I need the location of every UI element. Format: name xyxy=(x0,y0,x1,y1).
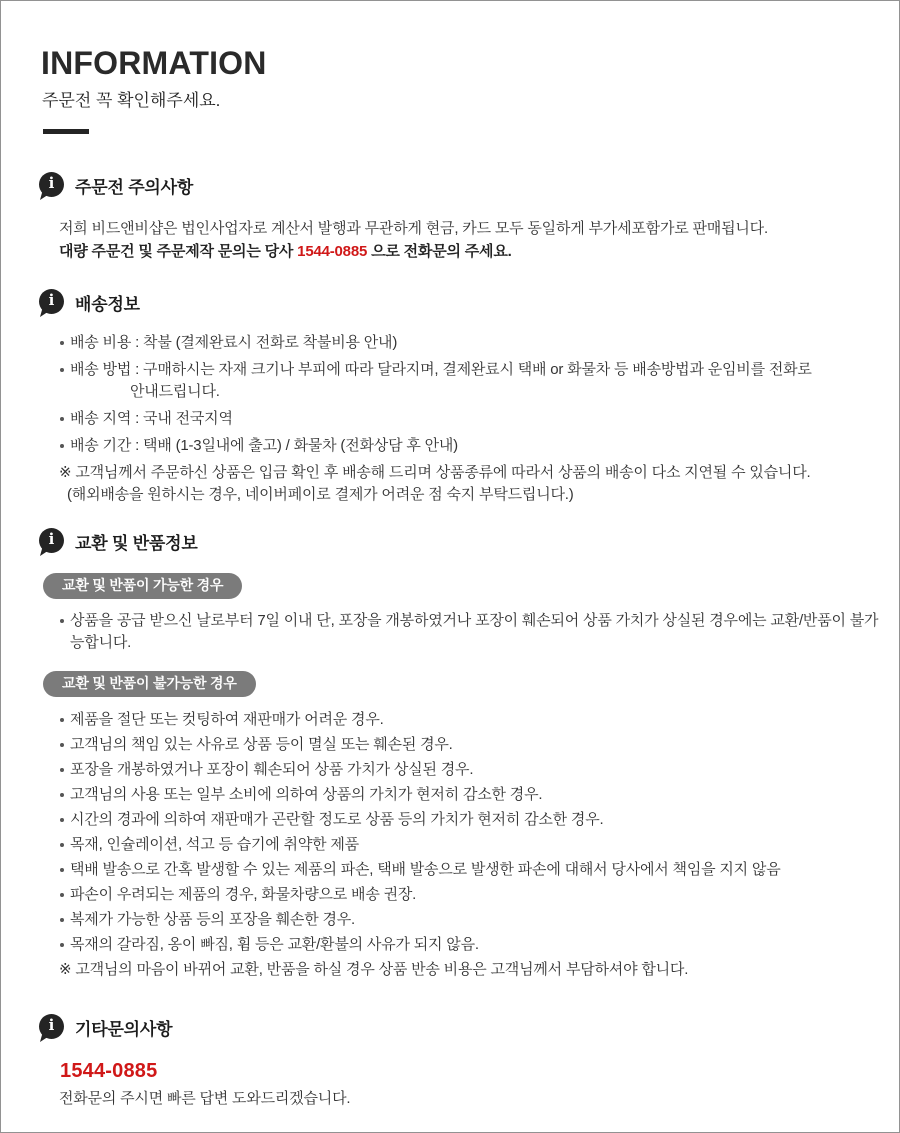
section-shipping-heading xyxy=(39,289,899,316)
exchange-impossible-item: 파손이 우려되는 제품의 경우, 화물차량으로 배송 권장. xyxy=(59,882,879,907)
exchange-impossible-item: 택배 발송으로 간혹 발생할 수 있는 제품의 파손, 택배 발송으로 발생한 파손에 대해서 당사에서 책임을 지지 않음 xyxy=(59,857,879,882)
shipping-note xyxy=(59,462,879,506)
shipping-note-line1: ※ 고객님께서 주문하신 상품은 입금 확인 후 배송해 드리며 상품종류에 따라서 상품의 배송이 다소 지연될 수 있습니다. xyxy=(59,464,811,481)
section-heading-text: 주문전 주의사항 xyxy=(75,178,194,197)
phone-number-inline: 1544-0885 xyxy=(297,243,368,260)
title-divider xyxy=(43,129,89,134)
exchange-impossible-item: 목재, 인슐레이션, 석고 등 습기에 취약한 제품 xyxy=(59,832,879,857)
precautions-text xyxy=(59,217,859,263)
info-bubble-icon: i xyxy=(39,289,65,316)
section-heading-text: 기타문의사항 xyxy=(75,1020,173,1039)
contact-phone-number: 1544-0885 xyxy=(60,1060,158,1082)
exchange-possible-list xyxy=(59,610,879,654)
exchange-impossible-item: 시간의 경과에 의하여 재판매가 곤란할 정도로 상품 등의 가치가 현저히 감소한 경우. xyxy=(59,807,879,832)
exchange-impossible-list xyxy=(59,707,879,957)
badge-exchange-impossible: 교환 및 반품이 불가능한 경우 xyxy=(43,671,256,697)
page-title: INFORMATION xyxy=(41,45,267,81)
contact-caption: 전화문의 주시면 빠른 답변 도와드리겠습니다. xyxy=(59,1090,351,1107)
shipping-bullet-list xyxy=(59,332,879,457)
shipping-list-item: 배송 기간 : 택배 (1-3일내에 출고) / 화물차 (전화상담 후 안내) xyxy=(59,435,879,457)
exchange-impossible-item: 포장을 개봉하였거나 포장이 훼손되어 상품 가치가 상실된 경우. xyxy=(59,757,879,782)
page-subtitle: 주문전 꼭 확인해주세요. xyxy=(42,91,221,110)
precautions-line2: 대량 주문건 및 주문제작 문의는 당사 1544-0885 으로 전화문의 주세요. xyxy=(59,243,512,260)
section-precautions-heading xyxy=(39,172,899,199)
exchange-impossible-item: 목재의 갈라짐, 옹이 빠짐, 휨 등은 교환/환불의 사유가 되지 않음. xyxy=(59,932,879,957)
shipping-list-item: 배송 비용 : 착불 (결제완료시 전화로 착불비용 안내) xyxy=(59,332,879,354)
info-bubble-icon: i xyxy=(39,172,65,199)
section-contact-heading xyxy=(39,1014,899,1041)
precautions-line1: 저희 비드앤비샵은 법인사업자로 계산서 발행과 무관하게 현금, 카드 모두 동일하게 부가세포함가로 판매됩니다. xyxy=(59,220,768,237)
shipping-list-item: 배송 지역 : 국내 전국지역 xyxy=(59,408,879,430)
exchange-impossible-item: 고객님의 사용 또는 일부 소비에 의하여 상품의 가치가 현저히 감소한 경우. xyxy=(59,782,879,807)
exchange-impossible-item: 복제가 가능한 상품 등의 포장을 훼손한 경우. xyxy=(59,907,879,932)
shipping-note-line2: (해외배송을 원하시는 경우, 네이버페이로 결제가 어려운 점 숙지 부탁드립니다.) xyxy=(67,486,574,503)
section-heading-text: 배송정보 xyxy=(75,295,140,314)
badge-exchange-possible: 교환 및 반품이 가능한 경우 xyxy=(43,573,242,599)
exchange-impossible-item: 고객님의 책임 있는 사유로 상품 등이 멸실 또는 훼손된 경우. xyxy=(59,732,879,757)
shipping-item-continuation: 안내드립니다. xyxy=(130,383,220,400)
exchange-impossible-item: 제품을 절단 또는 컷팅하여 재판매가 어려운 경우. xyxy=(59,707,879,732)
section-exchange-heading xyxy=(39,528,899,555)
info-bubble-icon: i xyxy=(39,1014,65,1041)
exchange-possible-item: 상품을 공급 받으신 날로부터 7일 이내 단, 포장을 개봉하였거나 포장이 훼손되어 상품 가치가 상실된 경우에는 교환/반품이 불가능합니다. xyxy=(59,610,879,654)
section-heading-text: 교환 및 반품정보 xyxy=(75,534,198,553)
info-bubble-icon: i xyxy=(39,528,65,555)
exchange-note: ※ 고객님의 마음이 바뀌어 교환, 반품을 하실 경우 상품 반송 비용은 고객님께서 부담하셔야 합니다. xyxy=(59,961,689,978)
shipping-list-item: 배송 방법 : 구매하시는 자재 크기나 부피에 따라 달라지며, 결제완료시 택배 or 화물차 등 배송방법과 운임비를 전화로 안내드립니다. xyxy=(59,359,879,403)
